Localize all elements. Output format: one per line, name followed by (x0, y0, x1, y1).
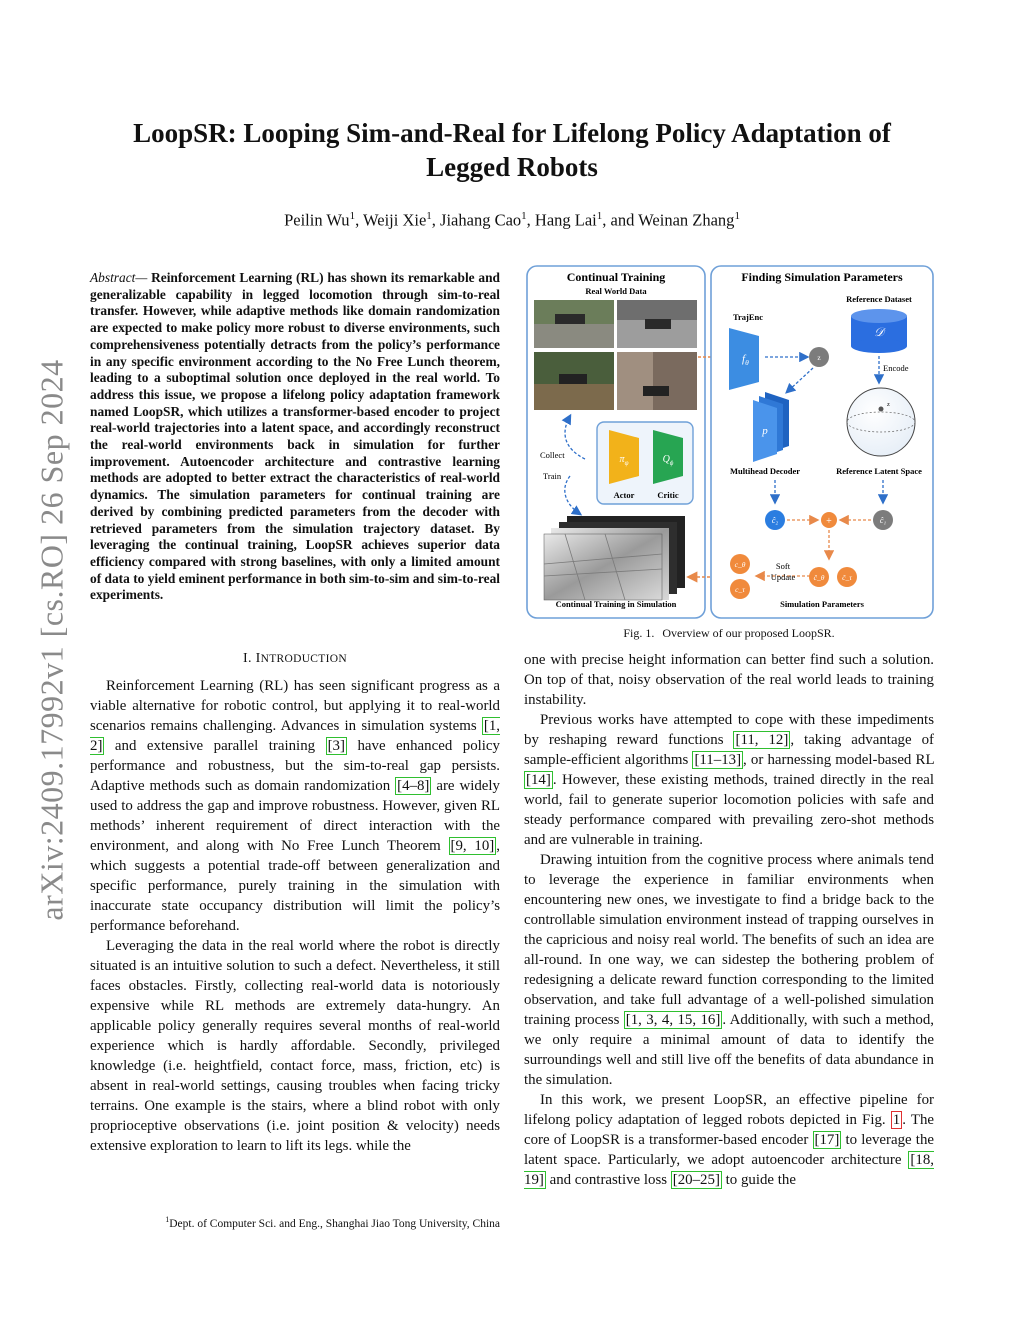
svg-text:ĉ_θ: ĉ_θ (813, 573, 825, 582)
body-paragraph: Reinforcement Learning (RL) has seen significant progress as a viable alternative for robotic control, but applying it to real-world scenarios remains challenging. Advances in simulation systems [1, 2] and extensive parallel training [3] have enhanced policy performance and robustness, but the sim-to-real gap persists. Adaptive methods such as domain randomization [4–8] are widely used to address the gap and improve robustness. However, given RL methods’ inherent requirement of direct interaction with the environment, and along with No Free Lunch Theorem [9, 10] , which suggests a potential trade-off between generalization and specific performance, purely training in the simulation with inaccurate state occupancy distribution will limit the policy’s performance beforehand. (90, 678, 500, 934)
encode-label: Encode (883, 363, 909, 373)
citation-link[interactable]: [14] (526, 772, 551, 788)
dataset-cylinder (851, 309, 907, 353)
sim-training-label: Continual Training in Simulation (555, 599, 677, 609)
reference-dataset-label: Reference Dataset (846, 294, 912, 304)
author-list: Peilin Wu$^1$, Weiji Xie$^1$, Jiahang Cao$^1$, Hang Lai$^1$, and Weinan Zhang$^1$ (284, 210, 740, 230)
simulation-parameters-label: Simulation Parameters (780, 599, 864, 609)
update-label: Update (770, 572, 796, 582)
real-world-data-label: Real World Data (585, 286, 647, 296)
critic-label: Critic (657, 490, 679, 500)
svg-text:z: z (887, 401, 890, 408)
citation-link[interactable]: [4–8] (397, 778, 430, 794)
figure-caption-text: Overview of our proposed LoopSR. (662, 626, 835, 640)
arxiv-side-stamp (22, 340, 82, 940)
latent-sphere (847, 388, 915, 456)
svg-text:p: p (762, 425, 768, 437)
right-column-body (524, 650, 934, 1190)
figure-1-overview (525, 264, 935, 620)
footnote-text: Dept. of Computer Sci. and Eng., Shanghai Jiao Tong University, China (169, 1217, 500, 1230)
author-name: Weiji Xie (363, 210, 427, 230)
author-affiliation-mark: 1 (349, 210, 356, 222)
author-affiliation-mark: 1 (596, 210, 603, 222)
citation-link[interactable]: [11–13] (694, 752, 742, 768)
paper-title (100, 116, 924, 184)
footnote-mark: 1 (165, 1215, 170, 1224)
svg-text:ĉ₂: ĉ₂ (771, 516, 779, 525)
citation-link[interactable]: [11, 12] (735, 732, 789, 748)
citation-link[interactable]: [1, 2] (90, 718, 500, 754)
soft-label: Soft (775, 561, 791, 571)
svg-text:ĉ_τ: ĉ_τ (842, 573, 852, 582)
author-affiliation-mark: 1 (734, 210, 740, 222)
author-name: Peilin Wu (284, 210, 350, 230)
body-paragraph: In this work, we present LoopSR, an effective pipeline for lifelong policy adaptation of legged robots depicted in Fig. 1 . The core of LoopSR is a transformer-based encoder [17] to leverage the latent space. Particularly, we adopt autoencoder architecture [18, 19] and contrastive loss [20–25] to guide the (524, 1092, 934, 1188)
citation-link[interactable]: [18, 19] (524, 1152, 934, 1188)
section-heading-introduction: I. INTRODUCTION (243, 651, 347, 666)
reference-latent-label: Reference Latent Space (836, 466, 922, 476)
svg-text:+: + (826, 516, 832, 527)
svg-text:Qϕ: $Q_\phi$ (662, 454, 674, 467)
abstract-text: Reinforcement Learning (RL) has shown its remarkable and generalizable capability in legged locomotion through sim-to-real transfer. However, while adaptive methods like domain randomization are expected to make policy more robust to diverse environments, such comprehensiveness potentially detracts from the policy’s performance in any specific environment according to the No Free Lunch theorem, leading to a suboptimal solution once deployed in the real world. To address this issue, we propose a lifelong policy adaptation framework named LoopSR, which utilizes a transformer-based encoder to project real-world trajectories into a latent space, and accordingly reconstruct the real-world environments back in simulation for further improvement. Autoencoder architecture and contrastive learning methods are adopted to better extract the characteristics of real-world dynamics. The simulation parameters for continual training are derived by combining predicted parameters from the decoder with retrieved parameters from the simulation trajectory dataset. By leveraging the continual training, LoopSR achieves superior data efficiency compared with strong baselines, with only a limited amount of data to yield eminent performance in both sim-to-sim and sim-to-real experiments. (90, 270, 500, 603)
title-line-2: Legged Robots (426, 152, 598, 182)
author-name: Jiahang Cao (440, 210, 522, 230)
finding-params-title: Finding Simulation Parameters (741, 270, 903, 284)
author-affiliation-mark: 1 (426, 210, 432, 222)
left-column-body (90, 676, 500, 1156)
multihead-decoder-label: Multihead Decoder (729, 466, 801, 476)
author-affiliation-mark: 1 (521, 210, 527, 222)
collect-label: Collect (540, 450, 565, 460)
title-line-1: LoopSR: Looping Sim-and-Real for Lifelong Policy Adaptation of (133, 118, 891, 148)
svg-text:ĉ₁: ĉ₁ (879, 516, 887, 525)
citation-link[interactable]: [17] (814, 1132, 840, 1148)
svg-text:c_τ: c_τ (735, 585, 745, 594)
svg-text:πφ: $\pi_\varphi$ (619, 454, 629, 467)
citation-link[interactable]: [3] (327, 738, 345, 754)
actor-label: Actor (613, 490, 635, 500)
train-label: Train (543, 471, 562, 481)
body-paragraph: Drawing intuition from the cognitive process where animals tend to leverage the experience in familiar environments when encountering new ones, we investigate to find a bridge back to the controllable simulation environment instead of trapping ourselves in the capricious and noisy real world. The benefits of such an idea are all-round. In one way, we can sidestep the bothering problem of redesigning a delicate reward function corresponding to the limited observation, and take full advantage of a well-polished simulation training process [1, 3, 4, 15, 16] . Additionally, with such a method, we only require a minimal amount of data to identify the surroundings well and still live off the benefits of data abundance in the simulation. (524, 852, 935, 1088)
figure-diagram (525, 264, 935, 620)
citation-link[interactable]: [1, 3, 4, 15, 16] (625, 1012, 721, 1028)
citation-link[interactable]: [20–25] (672, 1172, 720, 1188)
citation-link[interactable]: [9, 10] (450, 838, 495, 854)
continual-training-title: Continual Training (566, 270, 666, 284)
abstract (90, 270, 500, 604)
author-name: Hang Lai (534, 210, 597, 230)
body-paragraph: Leveraging the data in the real world where the robot is directly situated is an intuitive solution to such a defect. Nevertheless, it still faces obstacles. Firstly, collecting real-world data is notoriously expensive while RL methods are extremely data-hungry. An applicable policy generally requires several months of real-world experience which is hardly affordable. Secondly, privileged knowledge (i.e. heightfield, contact force, mass, friction, etc) is absent in real-world settings, causing troubles when facing tricky terrains. One example is the stairs, where a blind robot with only proprioceptive observations (i.e. joint position & velocity) needs extensive exploration to learn to lift its legs. while the (90, 938, 500, 1154)
abstract-label: Abstract— (90, 270, 148, 285)
author-name: Weinan Zhang (638, 210, 735, 230)
trajenc-label: TrajEnc (733, 312, 764, 322)
body-paragraph: Previous works have attempted to cope with these impediments by reshaping reward functions [11, 12] , taking advantage of sample-efficient algorithms [11–13] , or harnessing model-based RL [14] . However, these existing methods, trained directly in the real world, fail to generate superior locomotion policies with safe and steady performance compared with prevailing zero-shot methods and are vulnerable in training. (524, 712, 934, 848)
figure-reference-link[interactable]: 1 (892, 1112, 901, 1128)
figure-caption (524, 626, 934, 641)
svg-text:𝒟: 𝒟 (874, 325, 884, 339)
arxiv-identifier: arXiv:2409.17992v1 [cs.RO] 26 Sep 2024 (33, 359, 70, 921)
footnote (90, 1213, 500, 1231)
svg-text:z: z (817, 353, 821, 362)
figure-caption-label: Fig. 1. (623, 626, 655, 640)
body-paragraph: one with precise height information can better find such a solution. On top of that, noisy observation of the real world leads to training instability. (524, 652, 934, 708)
simulation-terrain-stack (544, 516, 685, 600)
svg-text:c_θ: c_θ (734, 560, 746, 569)
svg-text:fθ: $f_\theta$ (742, 353, 749, 367)
